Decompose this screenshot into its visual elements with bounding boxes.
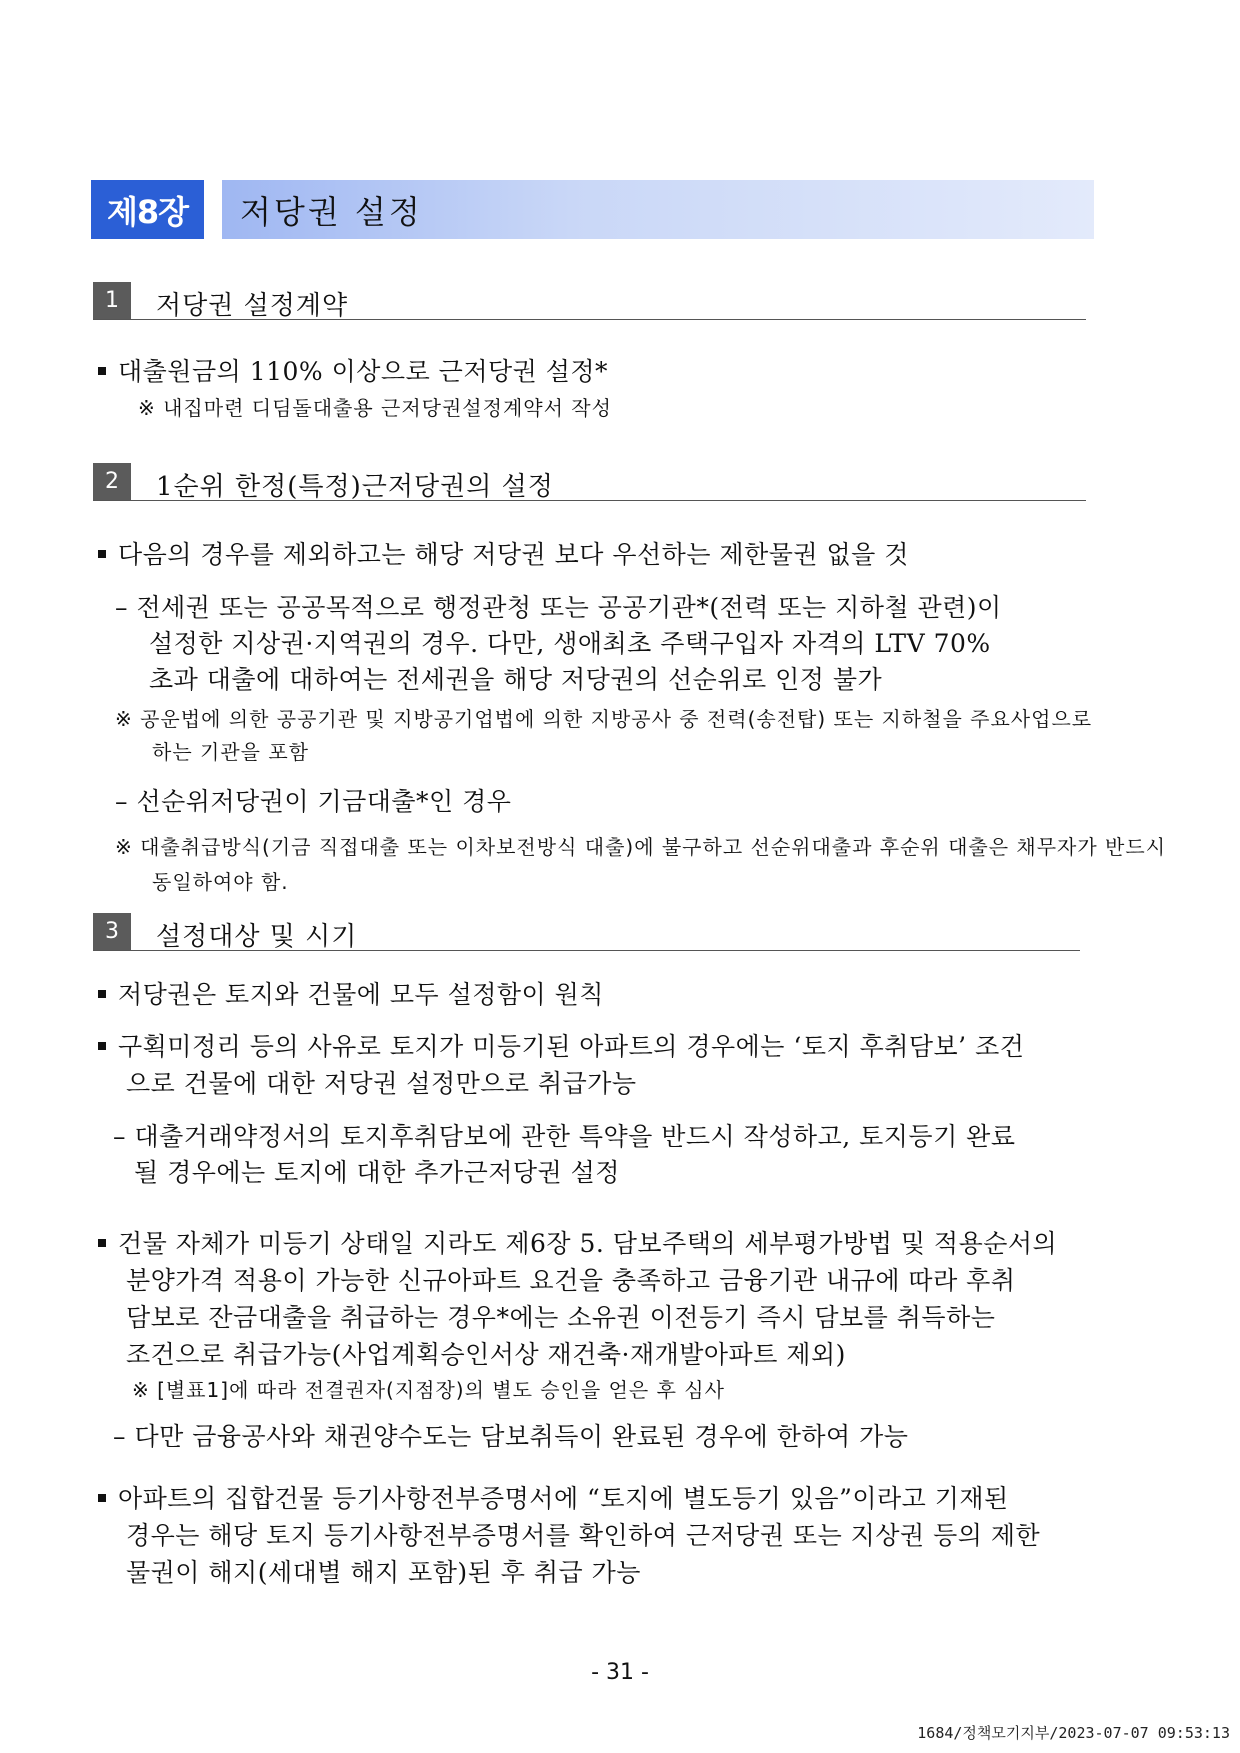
chapter-title: 저당권 설정	[240, 192, 423, 231]
square-bullet-icon	[98, 550, 106, 558]
bullet-item	[98, 977, 604, 1013]
square-bullet-icon	[98, 1239, 106, 1247]
note-text: ※ [별표1]에 따라 전결권자(지점장)의 별도 승인을 얻은 후 심사	[132, 1378, 725, 1402]
print-footer: 1684/정책모기지부/2023-07-07 09:53:13	[917, 1724, 1230, 1742]
bullet-text: 아파트의 집합건물 등기사항전부증명서에 “토지에 별도등기 있음”이라고 기재된	[118, 1484, 1009, 1513]
chapter-badge: 제8장	[91, 180, 204, 239]
dash-item-line: 초과 대출에 대하여는 전세권을 해당 저당권의 선순위로 인정 불가	[149, 665, 883, 694]
bullet-text: 저당권은 토지와 건물에 모두 설정함이 원칙	[118, 980, 604, 1009]
dash-item-line: – 대출거래약정서의 토지후취담보에 관한 특약을 반드시 작성하고, 토지등기 완료	[113, 1122, 1016, 1151]
dash-item-line: – 다만 금융공사와 채권양수도는 담보취득이 완료된 경우에 한하여 가능	[113, 1422, 909, 1451]
note-text: 동일하여야 함.	[152, 870, 289, 894]
note-text: ※ 공운법에 의한 공공기관 및 지방공기업법에 의한 지방공사 중 전력(송전탑) 또는 지하철을 주요사업으로	[115, 707, 1093, 731]
bullet-text-cont: 물권이 해지(세대별 해지 포함)된 후 취급 가능	[126, 1558, 641, 1587]
section-title: 저당권 설정계약	[156, 291, 349, 321]
bullet-item	[98, 1029, 1024, 1065]
dash-item-line: – 선순위저당권이 기금대출*인 경우	[115, 787, 512, 816]
square-bullet-icon	[98, 367, 106, 375]
note-text: ※ 내집마련 디딤돌대출용 근저당권설정계약서 작성	[138, 396, 612, 420]
bullet-text-cont: 으로 건물에 대한 저당권 설정만으로 취급가능	[126, 1069, 637, 1098]
bullet-text-cont: 조건으로 취급가능(사업계획승인서상 재건축·재개발아파트 제외)	[126, 1340, 846, 1369]
note-text: 하는 기관을 포함	[152, 740, 309, 764]
section-3-header	[93, 913, 1080, 951]
bullet-item	[98, 1226, 1057, 1262]
section-number: 1	[93, 282, 131, 319]
bullet-text: 대출원금의 110% 이상으로 근저당권 설정*	[118, 357, 609, 386]
bullet-text: 건물 자체가 미등기 상태일 지라도 제6장 5. 담보주택의 세부평가방법 및 적용순서의	[118, 1229, 1058, 1258]
section-title: 1순위 한정(특정)근저당권의 설정	[156, 472, 554, 502]
section-number: 3	[93, 913, 131, 950]
bullet-text-cont: 경우는 해당 토지 등기사항전부증명서를 확인하여 근저당권 또는 지상권 등의 제한	[126, 1521, 1041, 1550]
chapter-title-bar	[222, 180, 1094, 239]
note-text: ※ 대출취급방식(기금 직접대출 또는 이차보전방식 대출)에 불구하고 선순위대출과 후순위 대출은 채무자가 반드시	[115, 835, 1167, 859]
section-1-header	[93, 282, 1086, 320]
bullet-item	[98, 354, 608, 390]
bullet-text-cont: 분양가격 적용이 가능한 신규아파트 요건을 충족하고 금융기관 내규에 따라 후취	[126, 1266, 1016, 1295]
bullet-text-cont: 담보로 잔금대출을 취급하는 경우*에는 소유권 이전등기 즉시 담보를 취득하는	[126, 1303, 996, 1332]
bullet-item	[98, 1481, 1009, 1517]
square-bullet-icon	[98, 1042, 106, 1050]
square-bullet-icon	[98, 990, 106, 998]
dash-item-line: 설정한 지상권·지역권의 경우. 다만, 생애최초 주택구입자 자격의 LTV 70%	[149, 629, 991, 658]
page-number: - 31 -	[591, 1660, 649, 1685]
square-bullet-icon	[98, 1494, 106, 1502]
bullet-text: 다음의 경우를 제외하고는 해당 저당권 보다 우선하는 제한물권 없을 것	[118, 540, 909, 569]
section-number: 2	[93, 463, 131, 500]
section-2-header	[93, 463, 1086, 501]
dash-item-line: – 전세권 또는 공공목적으로 행정관청 또는 공공기관*(전력 또는 지하철 관련)이	[115, 593, 1002, 622]
bullet-text: 구획미정리 등의 사유로 토지가 미등기된 아파트의 경우에는 ‘토지 후취담보’ 조건	[118, 1032, 1025, 1061]
section-title: 설정대상 및 시기	[156, 922, 358, 952]
bullet-item	[98, 537, 909, 573]
dash-item-line: 될 경우에는 토지에 대한 추가근저당권 설정	[134, 1158, 620, 1187]
